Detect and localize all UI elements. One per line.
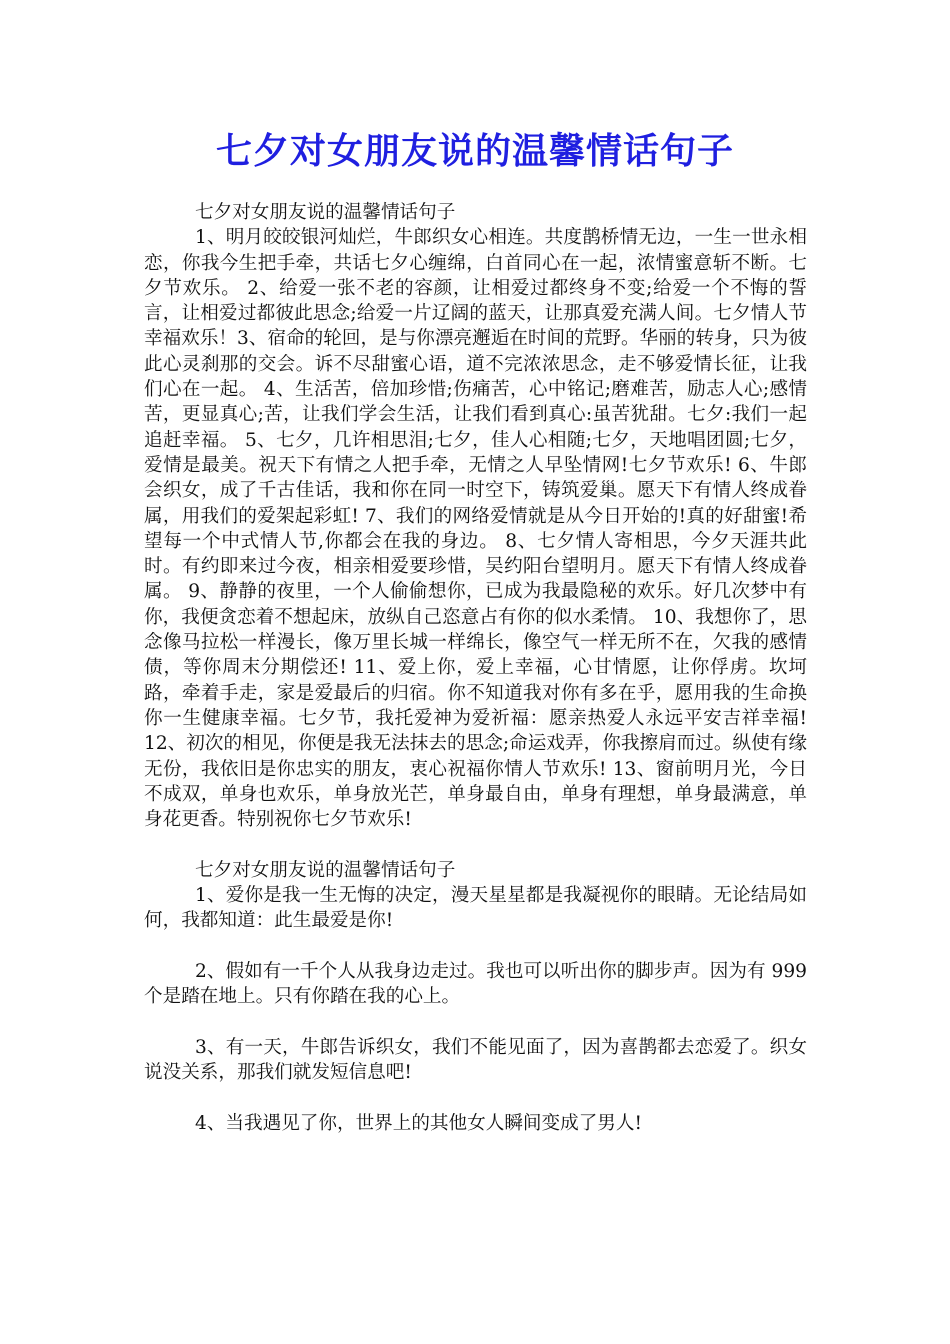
- paragraph: 1、明月皎皎银河灿烂，牛郎织女心相连。共度鹊桥情无边，一生一世永相恋，你我今生把手牵，共话七夕心缠绵，白首同心在一起，浓情蜜意斩不断。七夕节欢乐。 2、给爱一张不老的容颜，让相爱过都终身不变;给爱一个不悔的誓言，让相爱过都彼此思念;给爱一片辽阔的蓝天，让那真爱充满人间。七夕情人节幸福欢乐！3、宿命的轮回，是与你漂亮邂逅在时间的荒野。华丽的转身，只为彼此心灵刹那的交会。诉不尽甜蜜心语，道不完浓浓思念，走不够爱情长征，让我们心在一起。 4、生活苦，倍加珍惜;伤痛苦，心中铭记;磨难苦，励志人心;感情苦，更显真心;苦，让我们学会生活，让我们看到真心:虽苦犹甜。七夕:我们一起追赶幸福。 5、七夕，几许相思泪;七夕，佳人心相随;七夕，天地唱团圆;七夕，爱情是最美。祝天下有情之人把手牵，无情之人早坠情网!七夕节欢乐! 6、牛郎会织女，成了千古佳话，我和你在同一时空下，铸筑爱巢。愿天下有情人终成眷属，用我们的爱架起彩虹! 7、我们的网络爱情就是从今日开始的!真的好甜蜜!希望每一个中式情人节,你都会在我的身边。 8、七夕情人寄相思，今夕天涯共此时。有约即来过今夜，相亲相爱要珍惜，吴约阳台望明月。愿天下有情人终成眷属。 9、静静的夜里，一个人偷偷想你，已成为我最隐秘的欢乐。好几次梦中有你，我便贪恋着不想起床，放纵自己恣意占有你的似水柔情。 10、我想你了，思念像马拉松一样漫长，像万里长城一样绵长，像空气一样无所不在，欠我的感情债，等你周末分期偿还! 11、爱上你，爱上幸福，心甘情愿，让你俘虏。坎坷路，牵着手走，家是爱最后的归宿。你不知道我对你有多在乎，愿用我的生命换你一生健康幸福。七夕节，我托爱神为爱祈福：愿亲热爱人永远平安吉祥幸福! 12、初次的相见，你便是我无法抹去的思念;命运戏弄，你我擦肩而过。纵使有缘无份，我依旧是你忠实的朋友，衷心祝福你情人节欢乐! 13、窗前明月光，今日不成双，单身也欢乐，单身放光芒，单身最自由，单身有理想，单身最满意，单身花更香。特别祝你七夕节欢乐!: [144, 227, 807, 831]
- list-item: 4、当我遇见了你，世界上的其他女人瞬间变成了男人!: [195, 1112, 642, 1134]
- section-heading: 七夕对女朋友说的温馨情话句子: [195, 859, 456, 881]
- list-item: 2、假如有一千个人从我身边走过。我也可以听出你的脚步声。因为有 999 个是踏在地上。只有你踏在我的心上。: [144, 960, 807, 1008]
- blank-line: [144, 832, 807, 857]
- list-item: 3、有一天，牛郎告诉织女，我们不能见面了，因为喜鹊都去恋爱了。织女说没关系，那我们就发短信息吧!: [144, 1036, 807, 1084]
- blank-line: [144, 934, 807, 959]
- blank-line: [144, 1085, 807, 1110]
- list-item: 1、爱你是我一生无悔的决定，漫天星星都是我凝视你的眼睛。无论结局如何，我都知道：此生最爱是你!: [144, 885, 807, 932]
- document-body: [144, 200, 807, 1136]
- section-heading: 七夕对女朋友说的温馨情话句子: [195, 202, 456, 223]
- document-title: 七夕对女朋友说的温馨情话句子: [215, 131, 734, 172]
- blank-line: [144, 1010, 807, 1035]
